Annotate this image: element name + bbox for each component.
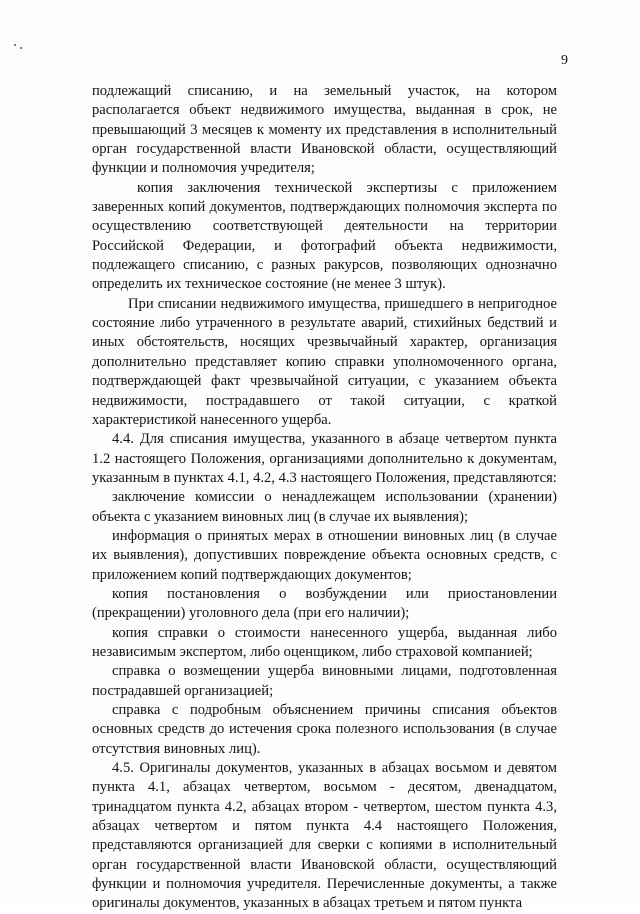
paragraph: справка о возмещении ущерба виновными лицами, подготовленная пострадавшей организацией; (92, 663, 557, 699)
paragraph: информация о принятых мерах в отношении виновных лиц (в случае их выявления), допустивших повреждение объекта основных средств, с приложением копий подтверждающих документов; (92, 527, 557, 583)
document-body (92, 82, 557, 914)
paragraph: При списании недвижимого имущества, пришедшего в непригодное состояние либо утраченного в результате аварий, стихийных бедствий и иных обстоятельств, носящих чрезвычайный характер, организация дополнительно представляет копию справки уполномоченного органа, подтверждающей факт чрезвычайной ситуации, с указанием объекта недвижимости, пострадавшего от такой ситуации, с краткой характеристикой нанесенного ущерба. (92, 295, 557, 428)
paragraph: справка с подробным объяснением причины списания объектов основных средств до истечения срока полезного использования (в случае отсутствия виновных лиц). (92, 702, 557, 757)
paragraph: копия справки о стоимости нанесенного ущерба, выданная либо независимым экспертом, либо оценщиком, либо страховой компанией; (92, 624, 557, 660)
scan-speck (20, 47, 22, 49)
paragraph: подлежащий списанию, и на земельный участок, на котором располагается объект недвижимого имущества, выданная в срок, не превышающий 3 месяцев к моменту их представления в исполнительный орган государственной власти Ивановской области, осуществляющий функции и полномочия учредителя; (92, 83, 557, 177)
page-number: 9 (561, 53, 568, 68)
scan-speck (14, 44, 16, 46)
paragraph: заключение комиссии о ненадлежащем использовании (хранении) объекта с указанием виновных лиц (в случае их выявления); (92, 489, 557, 525)
paragraph: копия постановления о возбуждении или приостановлении (прекращении) уголовного дела (при его наличии); (92, 585, 557, 622)
paragraph: 4.4. Для списания имущества, указанного в абзаце четвертом пункта 1.2 настоящего Положения, организациями дополнительно к документам, указанным в пунктах 4.1, 4.2, 4.3 настоящего Положения, представляются: (92, 431, 557, 486)
paragraph: 4.5. Оригиналы документов, указанных в абзацах восьмом и девятом пункта 4.1, абзацах четвертом, восьмом - десятом, двенадцатом, тринадцатом пункта 4.2, абзацах втором - четвертом, шестом пункта 4.3, абзацах четвертом и пятом пункта 4.4 настоящего Положения, представляются организацией для сверки с копиями в исполнительный орган государственной власти Ивановской области, осуществляющий функции и полномочия учредителя. Перечисленные документы, а также оригиналы документов, указанных в абзацах третьем и пятом пункта (92, 760, 557, 912)
paragraph: копия заключения технической экспертизы с приложением заверенных копий документов, подтверждающих полномочия эксперта по осуществлению соответствующей деятельности на территории Российской Федерации, и фотографий объекта недвижимости, подлежащего списанию, с разных ракурсов, позволяющих однозначно определить их техническое состояние (не менее 3 штук). (92, 179, 557, 293)
